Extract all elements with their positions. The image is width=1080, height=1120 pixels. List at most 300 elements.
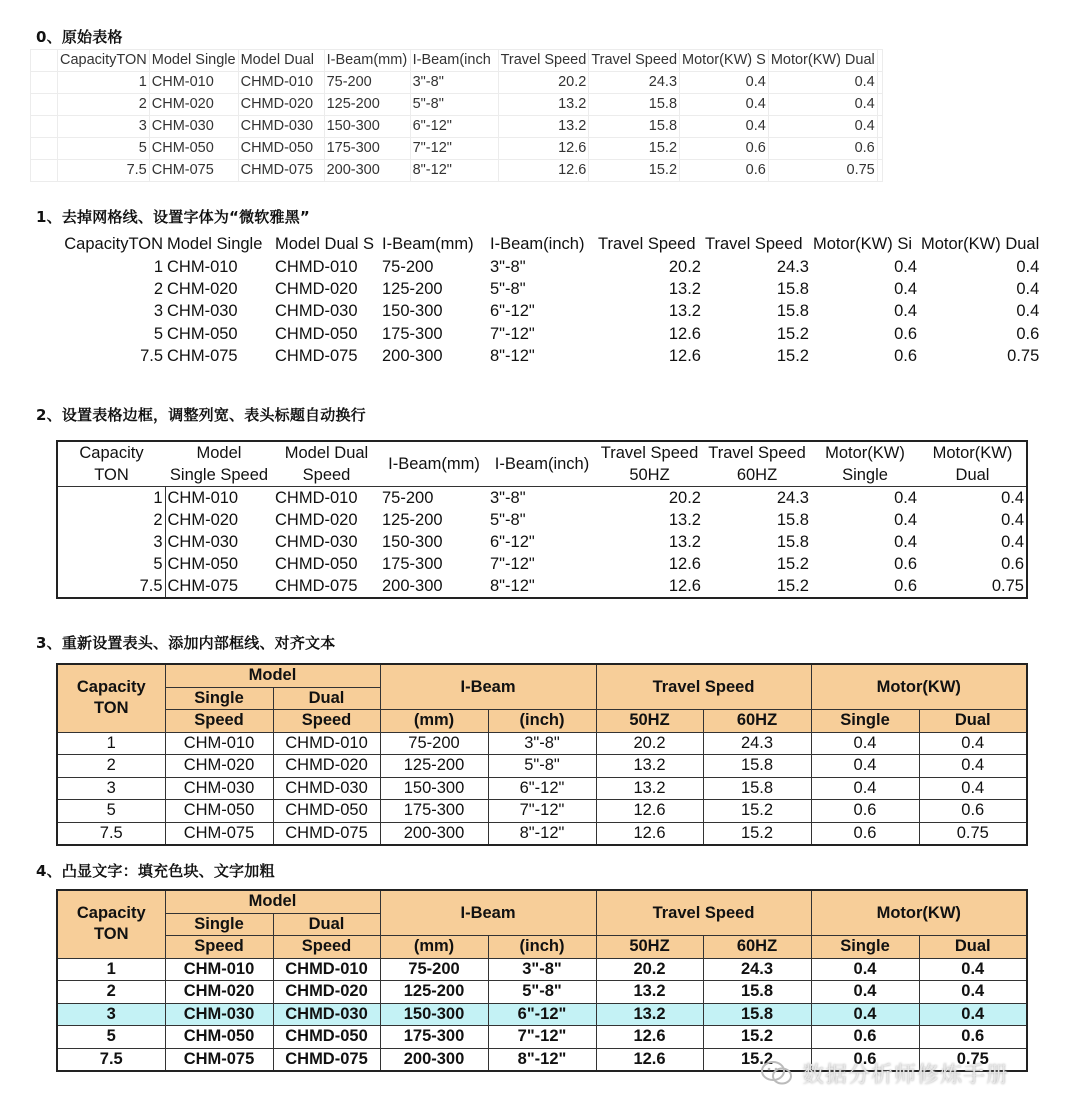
cell-inch: 3"-8" bbox=[490, 489, 526, 507]
cell-single: CHM-050 bbox=[165, 800, 273, 823]
cell-mm: 175-300 bbox=[382, 555, 443, 573]
cell-inch: 7"-12" bbox=[488, 800, 596, 823]
cell-single: CHM-050 bbox=[149, 138, 238, 160]
cell-single: CHM-010 bbox=[167, 489, 239, 507]
cell-ms: 0.4 bbox=[894, 489, 917, 507]
cell-ts60: 15.8 bbox=[703, 981, 811, 1004]
header-cell: Motor(KW) Dual bbox=[921, 235, 1040, 254]
table-row bbox=[57, 1026, 1027, 1049]
cell-ms: 0.4 bbox=[894, 257, 917, 276]
cell-mm: 175-300 bbox=[380, 800, 488, 823]
cell-ms: 0.4 bbox=[894, 533, 917, 551]
header-row bbox=[57, 710, 1027, 733]
cell-ts60: 15.8 bbox=[776, 511, 809, 529]
cell-mm: 150-300 bbox=[382, 302, 443, 321]
cell-ts60: 15.2 bbox=[703, 822, 811, 845]
cell-single: CHM-030 bbox=[165, 777, 273, 800]
header-capacity: Capacity TON bbox=[57, 890, 165, 958]
cell-mm: 150-300 bbox=[324, 116, 410, 138]
cell-ms: 0.4 bbox=[680, 116, 769, 138]
table-row bbox=[57, 800, 1027, 823]
cell-cap: 7.5 bbox=[57, 575, 165, 598]
table-row bbox=[31, 160, 883, 182]
table-row bbox=[56, 300, 1041, 322]
cell-cap: 1 bbox=[153, 257, 163, 276]
cell-ms: 0.4 bbox=[811, 981, 919, 1004]
cell-mm: 125-200 bbox=[380, 755, 488, 778]
header-motor: Motor(KW) bbox=[811, 664, 1027, 710]
cell-ts50: 12.6 bbox=[498, 160, 589, 182]
cell-ts60: 15.2 bbox=[589, 138, 680, 160]
header-motor-dual: Dual bbox=[919, 936, 1027, 959]
cell-ms: 0.6 bbox=[894, 577, 917, 595]
table-row bbox=[57, 487, 1027, 510]
table-row bbox=[56, 345, 1041, 367]
cell-ms: 0.4 bbox=[680, 72, 769, 94]
header-dual: Speed bbox=[273, 710, 380, 733]
header-motor-single: Single bbox=[811, 464, 919, 487]
header-cell: I-Beam(mm) bbox=[324, 50, 410, 72]
cell-dual: CHMD-020 bbox=[275, 279, 358, 298]
header-cell: Travel Speed bbox=[598, 235, 696, 254]
cell-ts50: 13.2 bbox=[498, 116, 589, 138]
cell-ts60: 15.2 bbox=[589, 160, 680, 182]
cell-inch: 5"-8" bbox=[488, 981, 596, 1004]
cell-ts50: 13.2 bbox=[596, 981, 703, 1004]
cell-ms: 0.4 bbox=[894, 279, 917, 298]
cell-mm: 125-200 bbox=[380, 981, 488, 1004]
cell-ts60: 15.2 bbox=[776, 324, 809, 343]
cell-dual: CHMD-010 bbox=[238, 72, 324, 94]
cell-ts60: 24.3 bbox=[703, 732, 811, 755]
cell-ms: 0.4 bbox=[894, 302, 917, 321]
cell-inch: 7"-12" bbox=[490, 324, 535, 343]
cell-ts50: 13.2 bbox=[668, 302, 701, 321]
header-mm: (mm) bbox=[380, 936, 488, 959]
cell-inch: 8"-12" bbox=[490, 577, 535, 595]
cell-single: CHM-010 bbox=[149, 72, 238, 94]
cell-ts50: 13.2 bbox=[596, 777, 703, 800]
cell-inch: 7"-12" bbox=[490, 555, 535, 573]
cell-dual: CHMD-030 bbox=[273, 777, 380, 800]
cell-dual: CHMD-075 bbox=[273, 822, 380, 845]
header-dual: Dual bbox=[273, 913, 380, 936]
cell-ms: 0.4 bbox=[811, 1003, 919, 1026]
header-50hz: 50HZ bbox=[596, 710, 703, 733]
header-model-dual: Speed bbox=[273, 464, 380, 487]
cell-inch: 7"-12" bbox=[488, 1026, 596, 1049]
cell-md: 0.4 bbox=[1001, 511, 1024, 529]
cell-inch: 5"-8" bbox=[490, 511, 526, 529]
cell-ts60: 15.8 bbox=[776, 302, 809, 321]
header-ts60: Travel Speed bbox=[708, 444, 806, 462]
header-cell: I-Beam(mm) bbox=[382, 235, 474, 254]
header-motor: Motor(KW) bbox=[811, 890, 1027, 936]
cell-ts60: 15.2 bbox=[703, 1048, 811, 1071]
cell-md: 0.4 bbox=[919, 755, 1027, 778]
header-row bbox=[56, 233, 1041, 255]
cell-cap: 2 bbox=[153, 279, 163, 298]
cell-dual: CHMD-020 bbox=[273, 755, 380, 778]
header-cell: CapacityTON bbox=[58, 50, 150, 72]
cell-inch: 8"-12" bbox=[488, 1048, 596, 1071]
cell-dual: CHMD-030 bbox=[273, 1003, 380, 1026]
cell-ts60: 15.2 bbox=[776, 577, 809, 595]
cell-ts50: 20.2 bbox=[668, 489, 701, 507]
cell-inch: 5"-8" bbox=[410, 94, 498, 116]
table-row bbox=[57, 755, 1027, 778]
header-cell: Travel Speed bbox=[589, 50, 680, 72]
cell-dual: CHMD-050 bbox=[275, 555, 358, 573]
cell-ms: 0.6 bbox=[680, 138, 769, 160]
table-row bbox=[31, 72, 883, 94]
cell-inch: 7"-12" bbox=[410, 138, 498, 160]
cell-single: CHM-075 bbox=[165, 1048, 273, 1071]
header-motor-dual: Dual bbox=[919, 710, 1027, 733]
cell-mm: 125-200 bbox=[324, 94, 410, 116]
cell-ms: 0.6 bbox=[811, 1048, 919, 1071]
table-row bbox=[31, 138, 883, 160]
cell-single: CHM-050 bbox=[165, 1026, 273, 1049]
cell-inch: 3"-8" bbox=[488, 732, 596, 755]
header-ts50: Travel Speed bbox=[600, 444, 699, 462]
table-row bbox=[57, 981, 1027, 1004]
header-model-single: Model bbox=[196, 444, 242, 462]
cell-ms: 0.6 bbox=[811, 800, 919, 823]
cell-single: CHM-075 bbox=[149, 160, 238, 182]
header-row bbox=[57, 890, 1027, 913]
cell-dual: CHMD-010 bbox=[273, 958, 380, 981]
cell-single: CHM-020 bbox=[165, 981, 273, 1004]
row-header-cell bbox=[31, 138, 58, 160]
section-3-title: 3、重新设置表头、添加内部框线、对齐文本 bbox=[36, 634, 336, 652]
header-cell: Travel Speed bbox=[705, 235, 803, 254]
header-cell: Model Single bbox=[149, 50, 238, 72]
cell-cap: 1 bbox=[58, 72, 150, 94]
cell-ts60: 15.8 bbox=[703, 755, 811, 778]
cell-inch: 8"-12" bbox=[410, 160, 498, 182]
cell-ts50: 12.6 bbox=[668, 577, 701, 595]
cell-cap: 1 bbox=[57, 732, 165, 755]
cell-ts50: 20.2 bbox=[668, 257, 701, 276]
cell-inch: 6"-12" bbox=[410, 116, 498, 138]
cell-cap: 5 bbox=[57, 1026, 165, 1049]
header-single: Speed bbox=[165, 710, 273, 733]
cell-cap: 2 bbox=[57, 981, 165, 1004]
table-row bbox=[56, 323, 1041, 345]
row-header-cell bbox=[31, 116, 58, 138]
cell-cap: 5 bbox=[58, 138, 150, 160]
cell-cap: 7.5 bbox=[57, 1048, 165, 1071]
table-row bbox=[56, 278, 1041, 300]
header-inch: (inch) bbox=[488, 710, 596, 733]
cell-dual: CHMD-050 bbox=[273, 1026, 380, 1049]
cell-md: 0.4 bbox=[1001, 533, 1024, 551]
cell-md: 0.75 bbox=[768, 160, 877, 182]
cell-mm: 200-300 bbox=[324, 160, 410, 182]
header-ts50: 50HZ bbox=[596, 464, 703, 487]
cell-dual: CHMD-020 bbox=[275, 511, 358, 529]
cell-ms: 0.6 bbox=[894, 324, 917, 343]
cell-cap: 1 bbox=[57, 487, 165, 510]
table-row bbox=[57, 732, 1027, 755]
header-cell: Model Dual bbox=[238, 50, 324, 72]
cell-dual: CHMD-020 bbox=[238, 94, 324, 116]
header-travel-speed: Travel Speed bbox=[596, 890, 811, 936]
cell-ms: 0.6 bbox=[811, 822, 919, 845]
cell-single: CHM-050 bbox=[167, 555, 239, 573]
cell-single: CHM-020 bbox=[165, 755, 273, 778]
original-table bbox=[30, 49, 883, 182]
cell-ms: 0.6 bbox=[894, 347, 917, 366]
cell-md: 0.4 bbox=[1016, 257, 1040, 276]
cell-single: CHM-030 bbox=[167, 533, 239, 551]
header-model-dual: Model Dual bbox=[284, 444, 369, 462]
section-0-title: 0、原始表格 bbox=[36, 28, 123, 46]
cell-ts50: 20.2 bbox=[596, 958, 703, 981]
header-row bbox=[57, 441, 1027, 464]
cell-ts60: 24.3 bbox=[776, 489, 809, 507]
empty-cell bbox=[877, 94, 882, 116]
header-row bbox=[57, 664, 1027, 687]
cell-cap: 2 bbox=[58, 94, 150, 116]
cell-ms: 0.4 bbox=[680, 94, 769, 116]
cell-ts50: 20.2 bbox=[596, 732, 703, 755]
empty-cell bbox=[877, 50, 882, 72]
row-header-cell bbox=[31, 72, 58, 94]
cell-ms: 0.6 bbox=[811, 1026, 919, 1049]
table-bordered-wrapped bbox=[56, 440, 1028, 599]
header-cell: Travel Speed bbox=[498, 50, 589, 72]
header-single: Single bbox=[165, 687, 273, 710]
cell-inch: 5"-8" bbox=[488, 755, 596, 778]
wechat-icon bbox=[760, 1060, 794, 1086]
cell-ts60: 24.3 bbox=[776, 257, 809, 276]
table-row bbox=[57, 553, 1027, 575]
cell-dual: CHMD-010 bbox=[275, 489, 358, 507]
header-cell: Motor(KW) S bbox=[680, 50, 769, 72]
cell-mm: 75-200 bbox=[324, 72, 410, 94]
cell-cap: 5 bbox=[57, 800, 165, 823]
cell-mm: 75-200 bbox=[380, 958, 488, 981]
cell-ms: 0.4 bbox=[894, 511, 917, 529]
cell-md: 0.4 bbox=[919, 958, 1027, 981]
cell-md: 0.6 bbox=[1016, 324, 1040, 343]
table-row bbox=[57, 777, 1027, 800]
header-60hz: 60HZ bbox=[703, 710, 811, 733]
row-header-cell bbox=[31, 160, 58, 182]
cell-single: CHM-020 bbox=[167, 279, 238, 298]
row-header-cell bbox=[31, 50, 58, 72]
cell-cap: 5 bbox=[153, 324, 163, 343]
header-cell: I-Beam(inch bbox=[410, 50, 498, 72]
cell-ms: 0.6 bbox=[894, 555, 917, 573]
cell-md: 0.4 bbox=[1016, 302, 1040, 321]
header-capacity: Capacity TON bbox=[57, 664, 165, 732]
header-model: Model bbox=[165, 664, 380, 687]
cell-cap: 5 bbox=[57, 553, 165, 575]
header-capacity: Capacity bbox=[79, 444, 144, 462]
cell-mm: 150-300 bbox=[382, 533, 443, 551]
cell-dual: CHMD-050 bbox=[238, 138, 324, 160]
cell-single: CHM-030 bbox=[167, 302, 238, 321]
section-2-title: 2、设置表格边框，调整列宽、表头标题自动换行 bbox=[36, 406, 366, 424]
cell-dual: CHMD-075 bbox=[275, 577, 358, 595]
cell-cap: 3 bbox=[58, 116, 150, 138]
table-highlighted bbox=[56, 889, 1028, 1072]
header-ibeam: I-Beam bbox=[380, 890, 596, 936]
cell-ts50: 20.2 bbox=[498, 72, 589, 94]
cell-dual: CHMD-075 bbox=[275, 347, 358, 366]
header-row bbox=[57, 936, 1027, 959]
cell-ts60: 24.3 bbox=[589, 72, 680, 94]
header-ts60: 60HZ bbox=[703, 464, 811, 487]
table-row bbox=[57, 1003, 1027, 1026]
cell-ts50: 13.2 bbox=[498, 94, 589, 116]
cell-single: CHM-020 bbox=[167, 511, 239, 529]
header-cell: Model Single bbox=[167, 235, 263, 254]
cell-dual: CHMD-075 bbox=[273, 1048, 380, 1071]
cell-single: CHM-010 bbox=[165, 958, 273, 981]
cell-mm: 150-300 bbox=[380, 1003, 488, 1026]
cell-md: 0.4 bbox=[1016, 279, 1040, 298]
cell-ts50: 12.6 bbox=[596, 800, 703, 823]
cell-single: CHM-030 bbox=[149, 116, 238, 138]
header-model: Model bbox=[165, 890, 380, 913]
table-row bbox=[57, 822, 1027, 845]
cell-md: 0.4 bbox=[768, 94, 877, 116]
cell-ts50: 12.6 bbox=[596, 1026, 703, 1049]
cell-dual: CHMD-075 bbox=[238, 160, 324, 182]
cell-ms: 0.4 bbox=[811, 958, 919, 981]
header-50hz: 50HZ bbox=[596, 936, 703, 959]
cell-ts50: 13.2 bbox=[668, 511, 701, 529]
cell-md: 0.6 bbox=[768, 138, 877, 160]
cell-dual: CHMD-030 bbox=[275, 533, 358, 551]
table-no-gridlines bbox=[56, 233, 1041, 367]
header-60hz: 60HZ bbox=[703, 936, 811, 959]
cell-inch: 3"-8" bbox=[490, 257, 526, 276]
header-ibeam: I-Beam bbox=[380, 664, 596, 710]
header-single: Single bbox=[165, 913, 273, 936]
cell-mm: 200-300 bbox=[380, 1048, 488, 1071]
cell-ts60: 15.2 bbox=[703, 800, 811, 823]
watermark-text: 数据分析师修炼手册 bbox=[802, 1063, 1010, 1088]
table-row bbox=[57, 575, 1027, 598]
cell-md: 0.4 bbox=[768, 72, 877, 94]
cell-md: 0.4 bbox=[919, 777, 1027, 800]
cell-ts60: 15.8 bbox=[589, 94, 680, 116]
cell-single: CHM-050 bbox=[167, 324, 238, 343]
cell-dual: CHMD-030 bbox=[275, 302, 358, 321]
cell-mm: 200-300 bbox=[382, 577, 443, 595]
header-capacity: TON bbox=[57, 464, 165, 487]
cell-ts50: 12.6 bbox=[596, 1048, 703, 1071]
header-motor-single: Motor(KW) bbox=[825, 444, 905, 462]
cell-inch: 6"-12" bbox=[490, 533, 535, 551]
cell-ts50: 13.2 bbox=[668, 533, 701, 551]
cell-mm: 150-300 bbox=[380, 777, 488, 800]
cell-cap: 3 bbox=[153, 302, 163, 321]
cell-ms: 0.4 bbox=[811, 777, 919, 800]
table-row bbox=[57, 958, 1027, 981]
cell-md: 0.6 bbox=[919, 800, 1027, 823]
cell-mm: 200-300 bbox=[380, 822, 488, 845]
cell-cap: 3 bbox=[57, 1003, 165, 1026]
cell-ms: 0.4 bbox=[811, 755, 919, 778]
header-ibeam-mm: I-Beam(mm) bbox=[380, 441, 488, 487]
header-motor-dual: Motor(KW) bbox=[932, 444, 1013, 462]
cell-dual: CHMD-050 bbox=[275, 324, 358, 343]
cell-single: CHM-020 bbox=[149, 94, 238, 116]
header-dual: Dual bbox=[273, 687, 380, 710]
cell-md: 0.4 bbox=[1001, 489, 1024, 507]
cell-ts60: 15.2 bbox=[776, 555, 809, 573]
cell-dual: CHMD-050 bbox=[273, 800, 380, 823]
header-row bbox=[31, 50, 883, 72]
empty-cell bbox=[877, 116, 882, 138]
cell-single: CHM-010 bbox=[167, 257, 238, 276]
cell-mm: 75-200 bbox=[382, 257, 434, 276]
cell-ts50: 13.2 bbox=[596, 1003, 703, 1026]
header-inch: (inch) bbox=[488, 936, 596, 959]
cell-dual: CHMD-010 bbox=[275, 257, 358, 276]
cell-md: 0.75 bbox=[991, 577, 1024, 595]
table-row bbox=[57, 509, 1027, 531]
cell-ts50: 12.6 bbox=[596, 822, 703, 845]
header-cell: CapacityTON bbox=[64, 235, 163, 254]
cell-inch: 5"-8" bbox=[490, 279, 526, 298]
cell-md: 0.6 bbox=[1001, 555, 1024, 573]
cell-cap: 2 bbox=[57, 755, 165, 778]
cell-ts60: 15.8 bbox=[776, 533, 809, 551]
cell-ts60: 15.8 bbox=[776, 279, 809, 298]
cell-ts60: 15.2 bbox=[776, 347, 809, 366]
cell-cap: 3 bbox=[57, 531, 165, 553]
cell-mm: 75-200 bbox=[380, 732, 488, 755]
empty-cell bbox=[877, 138, 882, 160]
cell-inch: 3"-8" bbox=[410, 72, 498, 94]
header-cell: Model Dual S bbox=[275, 235, 375, 254]
section-4-title: 4、凸显文字：填充色块、文字加粗 bbox=[36, 862, 275, 880]
cell-mm: 175-300 bbox=[382, 324, 443, 343]
header-ibeam-inch: I-Beam(inch) bbox=[488, 441, 596, 487]
cell-cap: 3 bbox=[57, 777, 165, 800]
cell-md: 0.4 bbox=[768, 116, 877, 138]
cell-cap: 7.5 bbox=[58, 160, 150, 182]
cell-inch: 8"-12" bbox=[490, 347, 535, 366]
cell-mm: 175-300 bbox=[324, 138, 410, 160]
cell-ts60: 15.8 bbox=[589, 116, 680, 138]
header-model-single: Single Speed bbox=[165, 464, 273, 487]
header-single: Speed bbox=[165, 936, 273, 959]
cell-ts50: 13.2 bbox=[596, 755, 703, 778]
header-motor-single: Single bbox=[811, 936, 919, 959]
table-row bbox=[31, 116, 883, 138]
table-row bbox=[57, 531, 1027, 553]
cell-cap: 1 bbox=[57, 958, 165, 981]
cell-dual: CHMD-020 bbox=[273, 981, 380, 1004]
cell-ts50: 12.6 bbox=[668, 324, 701, 343]
cell-mm: 125-200 bbox=[382, 511, 443, 529]
section-1-title: 1、去掉网格线、设置字体为“微软雅黑” bbox=[36, 208, 310, 226]
cell-mm: 75-200 bbox=[382, 489, 434, 507]
cell-dual: CHMD-010 bbox=[273, 732, 380, 755]
row-header-cell bbox=[31, 94, 58, 116]
header-travel-speed: Travel Speed bbox=[596, 664, 811, 710]
header-motor-dual: Dual bbox=[919, 464, 1027, 487]
cell-cap: 7.5 bbox=[57, 822, 165, 845]
